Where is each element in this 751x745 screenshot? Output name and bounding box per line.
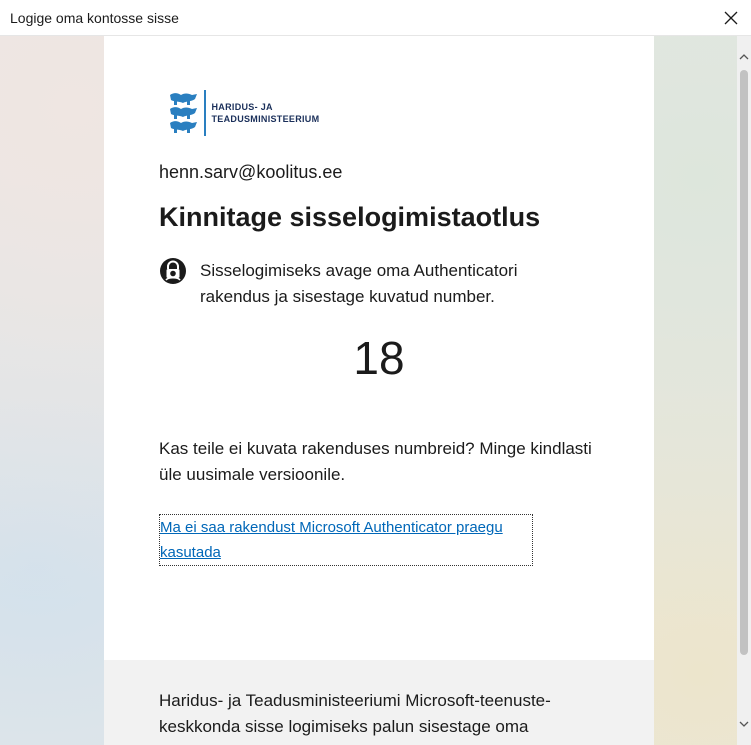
logo-line-2: TEADUSMINISTEERIUM [211,114,320,124]
signin-card [104,36,654,745]
cannot-use-authenticator-link[interactable]: Ma ei saa rakendust Microsoft Authenticator praegu kasutada [160,515,532,565]
footer-section [104,660,654,745]
footer-text: Haridus- ja Teadusministeeriumi Microsoft-teenuste-keskkonda sisse logimiseks palun sisestage oma [159,691,551,736]
ministry-logo [168,90,319,136]
scroll-down-button[interactable] [737,713,751,735]
authenticator-lock-icon [159,257,187,285]
logo-line-1: HARIDUS- JA [211,102,273,112]
window-title: Logige oma kontosse sisse [10,9,179,26]
verification-number: 18 [353,332,405,384]
scrollbar-thumb[interactable] [740,70,748,655]
window-titlebar [0,0,751,36]
authenticator-instruction: Sisselogimiseks avage oma Authenticatori rakendus ja sisestage kuvatud number. [200,261,518,306]
update-app-hint: Kas teile ei kuvata rakenduses numbreid? Minge kindlasti üle uusimale versioonile. [159,439,592,484]
close-button[interactable] [711,0,751,36]
coat-of-arms-icon [168,91,200,135]
chevron-down-icon [739,720,749,728]
vertical-scrollbar[interactable] [737,36,751,745]
close-icon [724,11,738,25]
page-title: Kinnitage sisselogimistaotlus [159,202,541,232]
chevron-up-icon [739,53,749,61]
scroll-up-button[interactable] [737,46,751,68]
logo-divider [204,90,206,136]
logo-text [212,101,320,125]
account-email: henn.sarv@koolitus.ee [159,162,343,182]
